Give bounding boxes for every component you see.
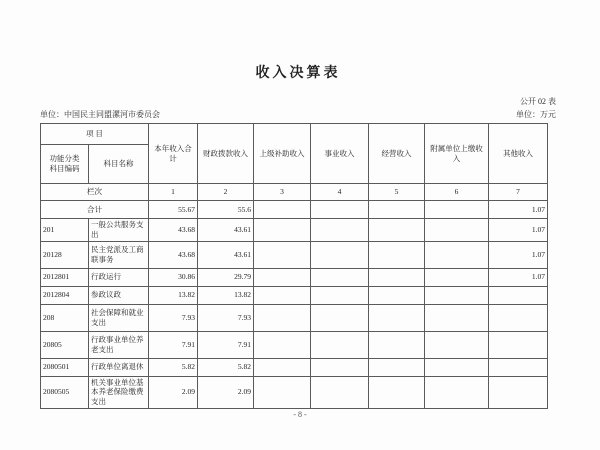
row-name: 行政单位离退休 (89, 358, 149, 376)
cell-value: 7.93 (149, 304, 198, 331)
table-row (41, 376, 548, 408)
table-row (41, 358, 548, 376)
row-name: 行政运行 (89, 268, 149, 286)
header-code-line2: 科目编码 (49, 164, 80, 173)
money-unit-label: 单位：万元 (516, 110, 556, 119)
cell-value: 5.82 (149, 358, 198, 376)
cell-value (425, 201, 489, 219)
cell-value: 7.91 (149, 331, 198, 358)
table-row (41, 241, 548, 268)
cell-value (311, 201, 369, 219)
table-row-total (41, 201, 548, 219)
row-name: 机关事业单位基本养老保险缴费支出 (89, 376, 149, 408)
cell-value (425, 241, 489, 268)
header-row-lanci (41, 184, 548, 201)
col-number: 7 (489, 184, 548, 201)
cell-value: 7.93 (198, 304, 254, 331)
cell-value (369, 219, 425, 242)
cell-value (425, 358, 489, 376)
cell-value (369, 268, 425, 286)
cell-value (311, 358, 369, 376)
row-code: 208 (41, 304, 89, 331)
cell-value (489, 331, 548, 358)
cell-value: 43.68 (149, 241, 198, 268)
header-code-line1: 功能分类 (49, 154, 80, 164)
doc-label: 公开 02 表 (520, 97, 556, 106)
row-code: 201 (41, 219, 89, 242)
header-col-total: 本年收入合计 (149, 124, 198, 184)
header-col-business: 事业收入 (311, 124, 369, 184)
cell-value: 1.07 (489, 201, 548, 219)
org-unit-label: 单位：中国民主同盟漯河市委员会 (40, 110, 160, 119)
cell-value: 7.91 (198, 331, 254, 358)
row-name: 合计 (41, 201, 149, 219)
row-code: 20128 (41, 241, 89, 268)
cell-value (254, 358, 311, 376)
row-code: 2012804 (41, 286, 89, 304)
cell-value: 5.82 (198, 358, 254, 376)
cell-value: 43.61 (198, 241, 254, 268)
cell-value (311, 331, 369, 358)
cell-value (254, 219, 311, 242)
cell-value (489, 358, 548, 376)
cell-value (369, 331, 425, 358)
cell-value: 1.07 (489, 241, 548, 268)
header-item: 项 目 (41, 124, 149, 145)
col-number: 4 (311, 184, 369, 201)
cell-value (254, 376, 311, 408)
cell-value: 13.82 (198, 286, 254, 304)
cell-value (425, 331, 489, 358)
cell-value (489, 286, 548, 304)
cell-value (369, 376, 425, 408)
row-code: 2080505 (41, 376, 89, 408)
cell-value (311, 286, 369, 304)
cell-value (489, 376, 548, 408)
cell-value (369, 286, 425, 304)
cell-value: 43.68 (149, 219, 198, 242)
row-code: 20805 (41, 331, 89, 358)
header-col-subsidy: 上级补助收入 (254, 124, 311, 184)
cell-value (254, 268, 311, 286)
table-row (41, 219, 548, 242)
cell-value (425, 286, 489, 304)
cell-value (311, 304, 369, 331)
lanci-label: 栏次 (41, 184, 149, 201)
cell-value (311, 268, 369, 286)
table-row (41, 286, 548, 304)
header-col-operating: 经营收入 (369, 124, 425, 184)
cell-value: 55.6 (198, 201, 254, 219)
header-code (41, 145, 89, 184)
income-statement-table (40, 123, 548, 409)
cell-value (369, 201, 425, 219)
cell-value: 2.09 (198, 376, 254, 408)
header-subject-name: 科目名称 (89, 145, 149, 184)
cell-value: 13.82 (149, 286, 198, 304)
row-code: 2012801 (41, 268, 89, 286)
page-title: 收入决算表 (255, 66, 341, 81)
cell-value: 55.67 (149, 201, 198, 219)
cell-value: 30.86 (149, 268, 198, 286)
col-number: 5 (369, 184, 425, 201)
cell-value (311, 219, 369, 242)
page-number: - 8 - (293, 410, 307, 419)
cell-value (489, 304, 548, 331)
cell-value (369, 241, 425, 268)
cell-value: 29.79 (198, 268, 254, 286)
cell-value (425, 219, 489, 242)
cell-value (425, 376, 489, 408)
cell-value (369, 304, 425, 331)
row-code: 2080501 (41, 358, 89, 376)
col-number: 6 (425, 184, 489, 201)
table-row (41, 331, 548, 358)
cell-value (254, 201, 311, 219)
row-name: 行政事业单位养老支出 (89, 331, 149, 358)
col-number: 2 (198, 184, 254, 201)
header-col-fiscal: 财政拨款收入 (198, 124, 254, 184)
cell-value: 1.07 (489, 268, 548, 286)
cell-value (254, 304, 311, 331)
col-number: 1 (149, 184, 198, 201)
cell-value (254, 331, 311, 358)
row-name: 参政议政 (89, 286, 149, 304)
cell-value (254, 286, 311, 304)
cell-value (369, 358, 425, 376)
cell-value: 2.09 (149, 376, 198, 408)
unit-row (40, 109, 556, 120)
cell-value (311, 376, 369, 408)
cell-value (311, 241, 369, 268)
cell-value (425, 268, 489, 286)
table-row (41, 304, 548, 331)
row-name: 民主党派及工商联事务 (89, 241, 149, 268)
row-name: 一般公共服务支出 (89, 219, 149, 242)
col-number: 3 (254, 184, 311, 201)
header-col-other: 其他收入 (489, 124, 548, 184)
row-name: 社会保障和就业支出 (89, 304, 149, 331)
header-col-affiliated: 附属单位上缴收入 (425, 124, 489, 184)
cell-value: 1.07 (489, 219, 548, 242)
table-row (41, 268, 548, 286)
cell-value (425, 304, 489, 331)
page-content (40, 0, 556, 409)
header-row-item (41, 124, 548, 145)
cell-value (254, 241, 311, 268)
cell-value: 43.61 (198, 219, 254, 242)
